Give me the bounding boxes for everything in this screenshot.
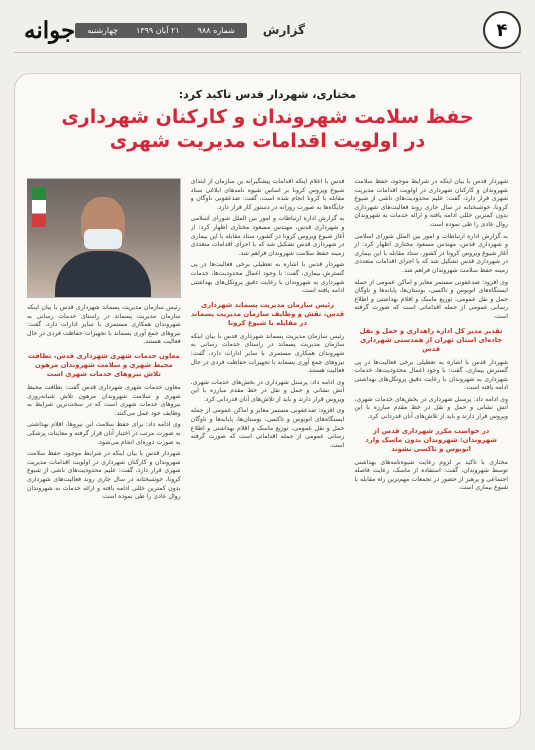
mayor-photo xyxy=(27,178,181,298)
subheading: رئیس سازمان مدیریت پسماند شهرداری قدس، نقش و وظایف سازمان مدیریت پسماند در مقابله با شیوع کرونا xyxy=(190,300,345,327)
paragraph: شهردار قدس با اشاره به تعطیلی برخی فعالیت‌ها در پی گسترش بیماری، گفت: با وجود اعمال محدودیت‌ها، خدمات شهرداری به شهروندان با رعایت دقیق پروتکل‌های بهداشتی ادامه یافته است. xyxy=(190,261,345,295)
paragraph: شهردار قدس با بیان اینکه در شرایط موجود، حفظ سلامت شهروندان و کارکنان شهرداری در اولویت اقدامات مدیریت شهری قرار دارد، گفت: علیم محدودیت‌های ناشی از شیوع کرونا، خوشبختانه در سال جاری روند فعالیت‌های شهرداری بدون کمترین خللی ادامه یافته و ارائه خدمات به شهروندان روال عادی را طی نموده است. xyxy=(354,178,508,228)
issue-number: شماره ۹۸۸ xyxy=(197,25,235,35)
paragraph: رئیس سازمان مدیریت پسماند شهرداری قدس با بیان اینکه سازمان مدیریت پسماند در راستای خدمات رسانی به شهروندان همکاری مستمری با سایر ادارات دارد، گفت: نیروهای جمع آوری پسماند با تجهیزات حفاظت فردی در حال فعالیت هستند. xyxy=(26,304,181,346)
paragraph: وی ادامه داد: پرسنل شهرداری در بخش‌های خدمات شهری، آتش نشانی و حمل و نقل در خط مقدم مبارزه با این ویروس قرار دارند و باید از تلاش‌های آنان قدردانی کرد. xyxy=(190,378,345,403)
newspaper-logo xyxy=(14,16,76,44)
article-kicker: مختاری، شهردار قدس تاکید کرد: xyxy=(178,88,357,101)
subheading: تقدیر مدیر کل اداره راهداری و حمل و نقل جاده‌ای استان تهران از همدستی شهرداری قدس xyxy=(359,326,503,353)
section-label: گزارش xyxy=(262,23,305,37)
page-header xyxy=(14,8,521,53)
paragraph: وی افزود: ضدعفونی مستمر معابر و اماکن عمومی از جمله ایستگاه‌های اتوبوس و تاکسی، بوستان‌ها، پایانه‌ها و ناوگان حمل و نقل عمومی، توزیع ماسک و اقلام بهداشتی و اطلاع رسانی عمومی از جمله اقداماتی است که صورت گرفته است. xyxy=(190,407,345,449)
paragraph: شهردار قدس با اشاره به تعطیلی برخی فعالیت‌ها در پی گسترش بیماری، گفت: با وجود اعمال محدودیت‌ها، خدمات شهرداری به شهروندان با رعایت دقیق پروتکل‌های بهداشتی ادامه یافته است. xyxy=(354,358,508,392)
subheading: در خواست مکرر شهرداری قدس از شهروندان: شهروندان بدون ماسک وارد اتوبوس و تاکسی نشوند xyxy=(365,426,497,453)
photo-figure-body xyxy=(55,251,151,298)
issue-day: چهارشنبه xyxy=(87,25,118,35)
logo-text: جوانه xyxy=(24,16,76,44)
flag-image xyxy=(32,187,46,227)
paragraph: قدس با اعلام اینکه اقدامات پیشگیرانه بن سازمان از ابتدای شیوع ویروس کرونا بر اساس شیوه نامه‌های ابلاغی ستاد مقابله با کرونا انجام شده است، گفت: ضدعفونی ناوگان و جایگاه‌ها به صورت روزانه در دستور کار قرار دارد. xyxy=(190,178,345,211)
paragraph: شهردار قدس با بیان اینکه در شرایط موجود، حفظ سلامت شهروندان و کارکنان شهرداری در اولویت اقدامات مدیریت شهری قرار دارد، گفت: علیم محدودیت‌های ناشی از شیوع کرونا، خوشبختانه در سال جاری روند فعالیت‌های شهرداری بدون کمترین خللی ادامه یافته و ارائه خدمات به شهروندان روال عادی را طی نموده است. xyxy=(26,450,181,501)
column-2 xyxy=(191,178,345,714)
headline-line-1: حفظ سلامت شهروندان و کارکنان شهرداری xyxy=(61,106,474,128)
article-columns xyxy=(27,178,508,714)
paragraph: معاون خدمات شهری شهرداری قدس گفت: نظافت محیط شهری و سلامت شهروندان مرهون تلاش شبانه‌روزی نیروهای خدمات شهری است که در سخت‌ترین شرایط به وظایف خود عمل می‌کنند. xyxy=(26,383,181,417)
paragraph: وی ادامه داد: برای حفظ سلامت این نیروها، اقلام بهداشتی به صورت مرتب در اختیار آنان قرار گرفته و معاینات پزشکی به صورت دوره‌ای انجام می‌شود. xyxy=(26,421,181,446)
column-3 xyxy=(27,178,181,714)
article-headline xyxy=(47,105,488,153)
paragraph: مختاری با تاکید بر لزوم رعایت شیوه‌نامه‌های بهداشتی توسط شهروندان، گفت: استفاده از ماسک، رعایت فاصله اجتماعی و پرهیز از حضور در تجمعات مهم‌ترین راه مقابله با شیوع بیماری است. xyxy=(354,458,508,492)
paragraph: وی ادامه داد: پرسنل شهرداری در بخش‌های خدمات شهری، آتش نشانی و حمل و نقل در خط مقدم مبارزه با این ویروس قرار دارند و باید از تلاش‌های آنان قدردانی کرد. xyxy=(354,395,508,421)
column-1 xyxy=(354,178,508,714)
issue-date: ۲۱ آبان ۱۳۹۹ xyxy=(136,25,180,35)
article-frame xyxy=(14,73,521,729)
page-number-badge: ۴ xyxy=(483,11,521,49)
issue-meta-bar xyxy=(75,23,247,38)
subheading: معاون خدمات شهری شهرداری قدس، نظافت محیط شهری و سلامت شهروندان مرهون تلاش نیروهای خدمات شهری است xyxy=(28,351,180,378)
paragraph: وی افزود: ضدعفونی مستمر معابر و اماکن عمومی از جمله ایستگاه‌های اتوبوس و تاکسی، بوستان‌ها، پایانه‌ها و ناوگان حمل و نقل عمومی، توزیع ماسک و اقلام بهداشتی و اطلاع رسانی عمومی از جمله اقداماتی است که صورت گرفته است. xyxy=(354,278,508,320)
photo-face-mask xyxy=(84,229,122,249)
paragraph: به گزارش اداره ارتباطات و امور بین الملل شورای اسلامی و شهرداری قدس، مهندس مسعود مختاری اظهار کرد: از آغاز شیوع ویروس کرونا در کشور، ستاد مقابله با این بیماری در شهرداری قدس تشکیل شد که با اجرای اقدامات متعددی زمینه حفظ سلامت شهروندان فراهم شد. xyxy=(354,232,508,274)
headline-line-2: در اولویت اقدامات مدیریت شهری xyxy=(109,130,426,152)
paragraph: به گزارش اداره ارتباطات و امور بین الملل شورای اسلامی و شهرداری قدس، مهندس مسعود مختاری اظهار کرد: از آغاز شیوع ویروس کرونا در کشور، ستاد مقابله با این بیماری در شهرداری قدس تشکیل شد که با اجرای اقدامات متعددی زمینه حفظ سلامت شهروندان فراهم شد. xyxy=(190,215,345,257)
paragraph: رئیس سازمان مدیریت پسماند شهرداری قدس با بیان اینکه سازمان مدیریت پسماند در راستای خدمات رسانی به شهروندان همکاری مستمری با سایر ادارات دارد، گفت: نیروهای جمع آوری پسماند با تجهیزات حفاظت فردی در حال فعالیت هستند. xyxy=(190,332,345,375)
